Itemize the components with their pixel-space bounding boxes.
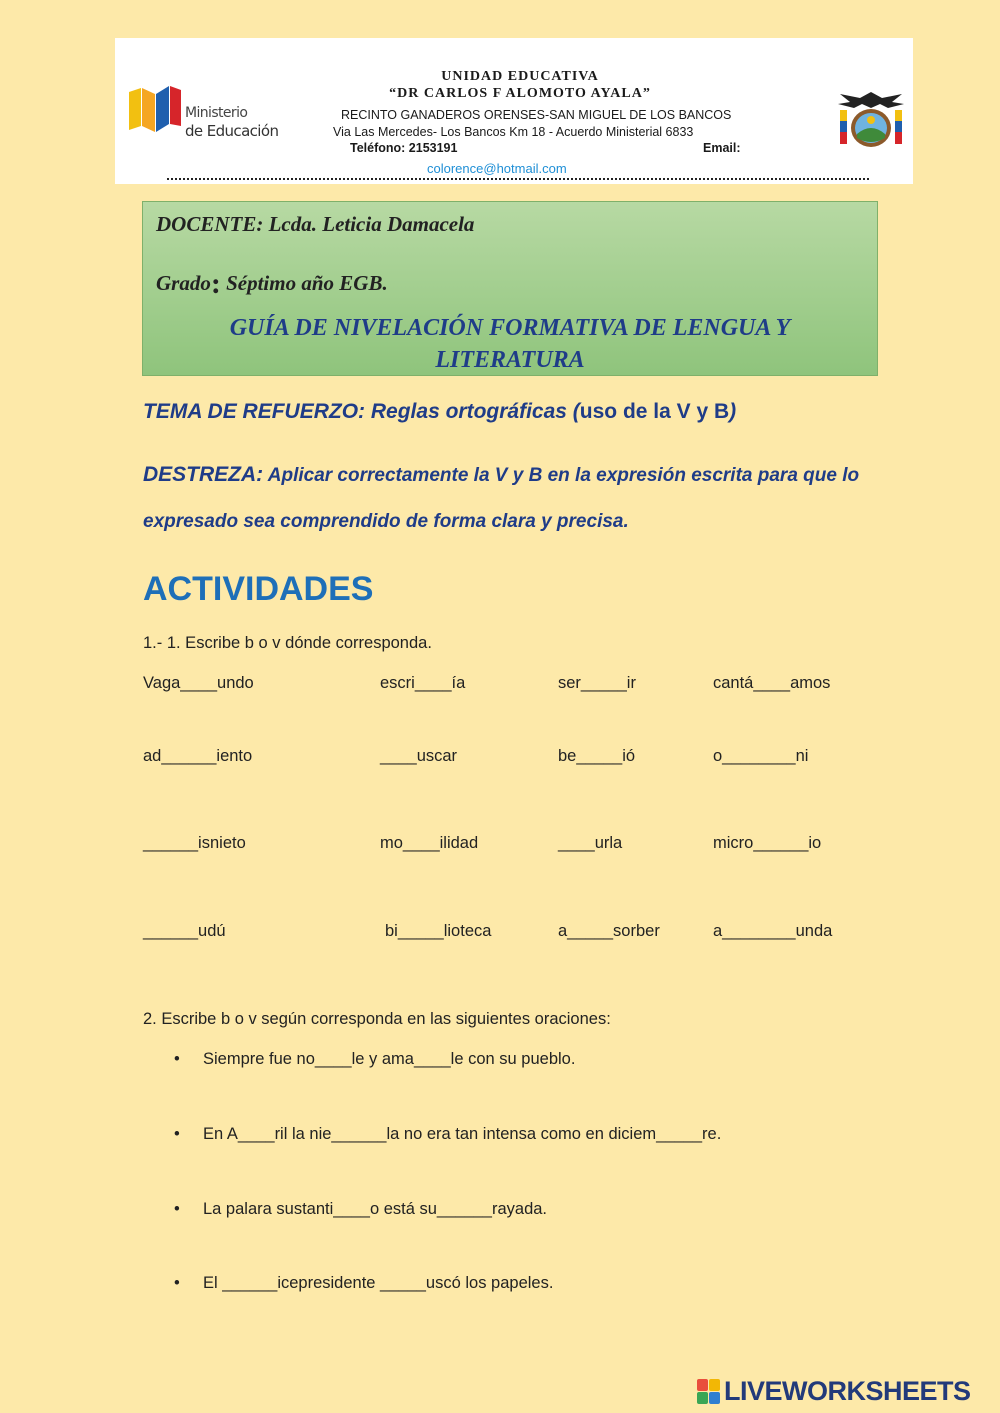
- fill-blank-sentence[interactable]: La palara sustanti____o está su______rayada.: [203, 1200, 548, 1218]
- skill-label: DESTREZA:: [143, 463, 264, 486]
- bullet-icon: •: [174, 1125, 180, 1143]
- guide-title-line-2: LITERATURA: [435, 347, 585, 373]
- fill-blank-word[interactable]: escri____ía: [380, 674, 466, 692]
- fill-blank-word[interactable]: micro______io: [713, 834, 822, 852]
- fill-blank-sentence[interactable]: El ______icepresidente _____uscó los papeles.: [203, 1274, 554, 1292]
- course-info-box: [142, 201, 878, 376]
- liveworksheets-icon: [697, 1379, 721, 1405]
- teacher-name: DOCENTE: Lcda. Leticia Damacela: [156, 212, 475, 236]
- letterhead-divider: [167, 178, 869, 180]
- grade-line: [156, 264, 388, 298]
- question-1-prompt: 1.- 1. Escribe b o v dónde corresponda.: [143, 634, 432, 652]
- fill-blank-word[interactable]: ad______iento: [143, 747, 253, 765]
- fill-blank-word[interactable]: a_____sorber: [558, 922, 660, 940]
- bullet-icon: •: [174, 1274, 180, 1292]
- school-name: UNIDAD EDUCATIVA: [441, 69, 599, 84]
- bullet-icon: •: [174, 1200, 180, 1218]
- school-address-1: RECINTO GANADEROS ORENSES-SAN MIGUEL DE LOS BANCOS: [341, 108, 732, 122]
- grade-colon: :: [210, 267, 221, 300]
- school-address-2: Via Las Mercedes- Los Bancos Km 18 - Acuerdo Ministerial 6833: [333, 125, 694, 139]
- grade-label: Grado: [156, 271, 211, 295]
- coat-of-arms-icon: [834, 88, 908, 150]
- guide-title-line-1: GUÍA DE NIVELACIÓN FORMATIVA DE LENGUA Y: [229, 315, 791, 341]
- fill-blank-word[interactable]: ____urla: [558, 834, 623, 852]
- reinforcement-topic: [143, 400, 736, 424]
- topic-close: ): [729, 400, 737, 423]
- skill-text-1: Aplicar correctamente la V y B en la expresión escrita para que lo: [263, 465, 860, 486]
- letterhead: [115, 38, 913, 184]
- ministry-name: [185, 104, 278, 140]
- fill-blank-word[interactable]: o________ni: [713, 747, 809, 765]
- fill-blank-word[interactable]: cantá____amos: [713, 674, 831, 692]
- ministry-logo-icon: [127, 82, 183, 136]
- fill-blank-word[interactable]: be_____ió: [558, 747, 636, 765]
- skill-line-1: [143, 463, 859, 487]
- activities-heading: ACTIVIDADES: [143, 570, 374, 608]
- fill-blank-word[interactable]: mo____ilidad: [380, 834, 479, 852]
- fill-blank-word[interactable]: a________unda: [713, 922, 833, 940]
- topic-label: TEMA DE REFUERZO: Reglas ortográficas (: [143, 400, 580, 423]
- school-subname: “DR CARLOS F ALOMOTO AYALA”: [389, 86, 651, 101]
- fill-blank-word[interactable]: Vaga____undo: [143, 674, 254, 692]
- bullet-icon: •: [174, 1050, 180, 1068]
- school-email[interactable]: colorence@hotmail.com: [427, 161, 567, 176]
- fill-blank-word[interactable]: ______isnieto: [143, 834, 246, 852]
- fill-blank-word[interactable]: ser_____ir: [558, 674, 636, 692]
- liveworksheets-brand: LIVEWORKSHEETS: [724, 1376, 971, 1406]
- fill-blank-sentence[interactable]: En A____ril la nie______la no era tan intensa como en diciem_____re.: [203, 1125, 722, 1143]
- guide-title: [143, 312, 877, 376]
- grade-value: Séptimo año EGB.: [220, 271, 388, 295]
- ministry-line-2: de Educación: [185, 122, 279, 140]
- fill-blank-word[interactable]: ______udú: [143, 922, 226, 940]
- school-phone: Teléfono: 2153191: [350, 141, 458, 155]
- fill-blank-word[interactable]: ____uscar: [380, 747, 458, 765]
- fill-blank-sentence[interactable]: Siempre fue no____le y ama____le con su pueblo.: [203, 1050, 576, 1068]
- ministry-line-1: Ministerio: [185, 105, 248, 121]
- skill-line-2: expresado sea comprendido de forma clara y precisa.: [143, 511, 629, 532]
- school-email-label: Email:: [703, 141, 741, 155]
- question-2-prompt: 2. Escribe b o v según corresponda en las siguientes oraciones:: [143, 1010, 611, 1028]
- fill-blank-word[interactable]: bi_____lioteca: [385, 922, 492, 940]
- topic-value: uso de la V y B: [579, 400, 730, 423]
